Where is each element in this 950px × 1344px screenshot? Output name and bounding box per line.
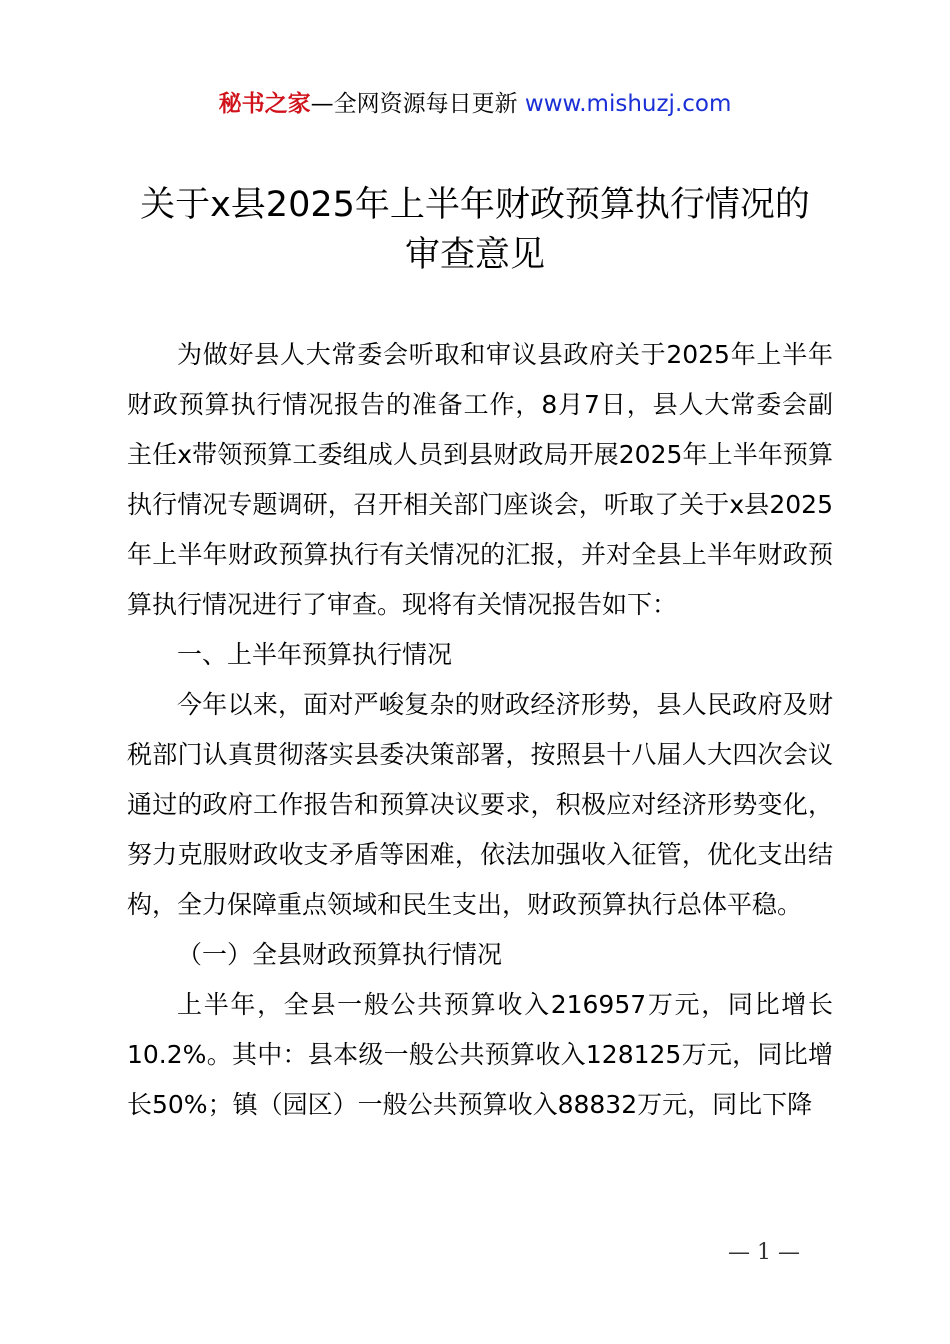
page-number: — 1 —: [728, 1240, 800, 1265]
section-heading-1: 一、上半年预算执行情况: [177, 640, 453, 669]
site-url-link[interactable]: www.mishuzj.com: [524, 91, 732, 117]
brand-name: 秘书之家: [218, 91, 311, 117]
title-line-2: 审查意见: [404, 235, 545, 275]
site-header: [0, 86, 950, 122]
title-line-1: 关于x县2025年上半年财政预算执行情况的: [140, 185, 810, 225]
intro-paragraph: 为做好县人大常委会听取和审议县政府关于2025年上半年财政预算执行情况报告的准备工作，8月7日，县人大常委会副主任x带领预算工委组成人员到县财政局开展2025年上半年预算执行情况专题调研，召开相关部门座谈会，听取了关于x县2025年上半年财政预算执行有关情况的汇报，并对全县上半年财政预算执行情况进行了审查。现将有关情况报告如下：: [127, 340, 833, 619]
body-paragraph: 今年以来，面对严峻复杂的财政经济形势，县人民政府及财税部门认真贯彻落实县委决策部署，按照县十八届人大四次会议通过的政府工作报告和预算决议要求，积极应对经济形势变化，努力克服财政收支矛盾等困难，依法加强收入征管，优化支出结构，全力保障重点领域和民生支出，财政预算执行总体平稳。: [127, 690, 833, 919]
document-title: [100, 180, 850, 280]
document-body: [127, 330, 833, 1130]
body-paragraph: 上半年，全县一般公共预算收入216957万元，同比增长10.2%。其中：县本级一般公共预算收入128125万元，同比增长50%；镇（园区）一般公共预算收入88832万元，同比下降: [127, 990, 833, 1119]
subsection-heading-1: （一）全县财政预算执行情况: [177, 940, 503, 969]
header-tagline: —全网资源每日更新: [310, 91, 518, 117]
